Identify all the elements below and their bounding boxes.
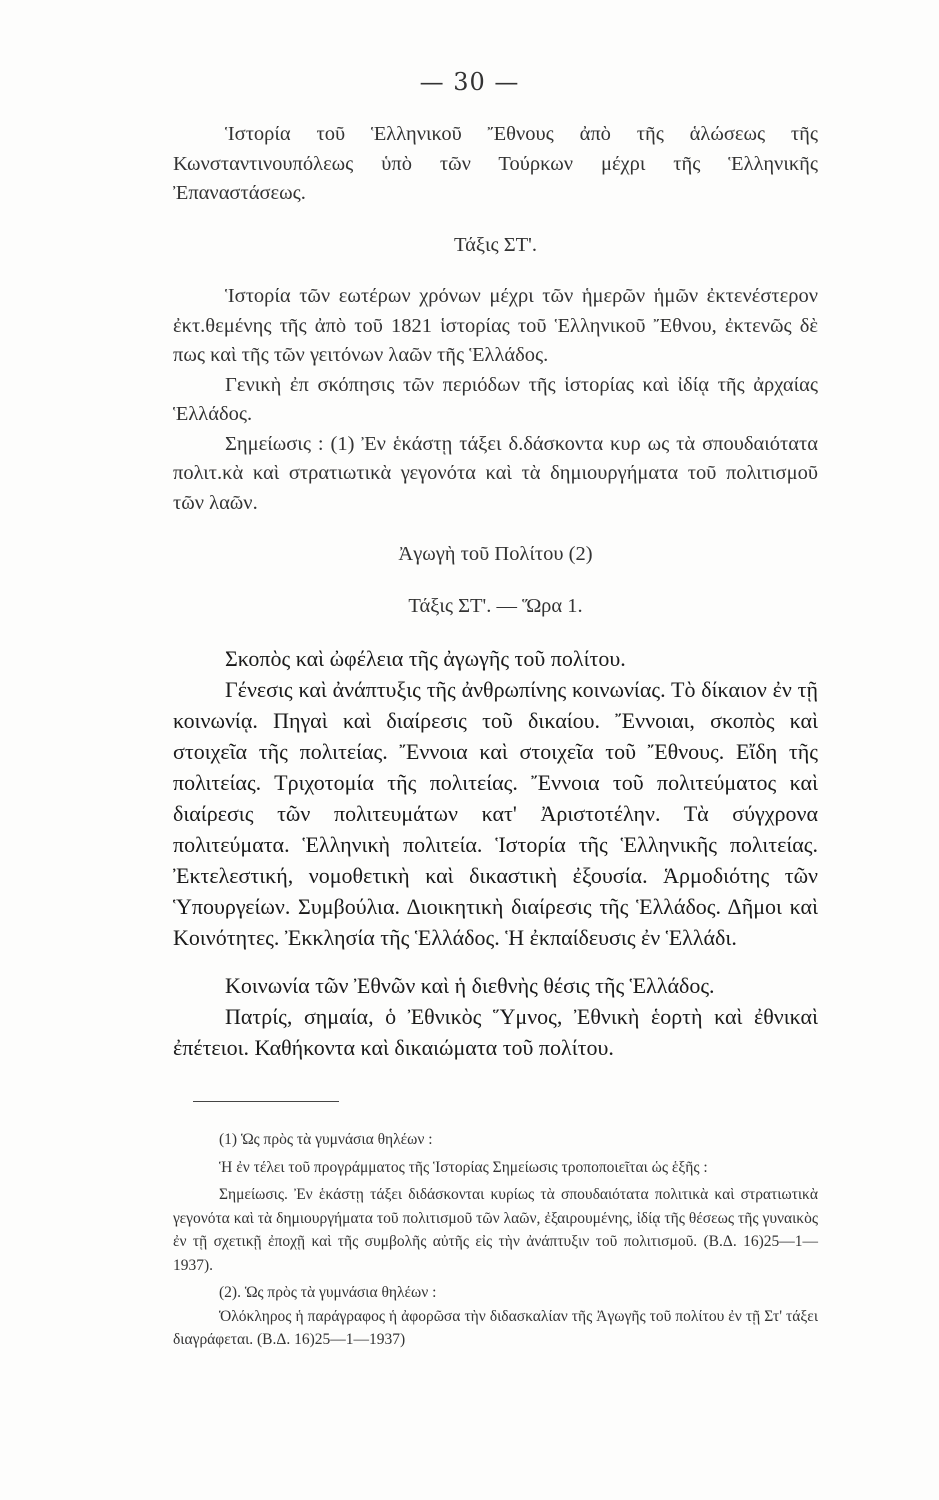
civics-heading: Ἀγωγὴ τοῦ Πολίτου (2) — [398, 543, 593, 565]
footnote-divider — [193, 1101, 339, 1102]
history-period-paragraph: Ἱστορία τοῦ Ἑλληνικοῦ Ἔθνους ἀπὸ τῆς ἁλώσεως τῆς Κωνσταντινουπόλεως ὑπὸ τῶν Τούρκων μέχρι τῆς Ἑλληνικῆς Ἐπαναστάσεως. — [173, 123, 818, 204]
civics-topics-paragraph: Γένεσις καὶ ἀνάπτυξις τῆς ἀνθρωπίνης κοινωνίας. Τὸ δίκαιον ἐν τῇ κοινωνίᾳ. Πηγαὶ καὶ διαίρεσις τοῦ δικαίου. Ἔννοιαι, σκοπὸς καὶ στοιχεῖα τῆς πολιτείας. Ἔννοια καὶ στοιχεῖα τοῦ Ἔθνους. Εἴδη τῆς πολιτείας. Τριχοτομία τῆς πολιτείας. Ἔννοια τοῦ πολιτεύματος καὶ διαίρεσις τῶν πολιτευμάτων κατ' Ἀριστοτέλην. Τὰ σύγχρονα πολιτεύματα. Ἑλληνικὴ πολιτεία. Ἱστορία τῆς Ἑλληνικῆς πολιτείας. Ἐκτελεστική, νομοθετικὴ καὶ δικαστικὴ ἐξουσία. Ἁρμοδιότης τῶν Ὑπουργείων. Συμβούλια. Διοικητικὴ διαίρεσις τῆς Ἑλλάδος. Δῆμοι καὶ Κοινότητες. Ἐκκλησία τῆς Ἑλλάδος. Ἡ ἐκπαίδευσις ἐν Ἑλλάδι. — [173, 677, 818, 950]
page-number: — 30 — — [419, 68, 520, 96]
class-hour-heading: Τάξις ΣΤ'. — Ὥρα 1. — [408, 594, 583, 617]
note-paragraph: Σημείωσις : (1) Ἐν ἑκάστῃ τάξει δ.δάσκοντα κυρ ως τὰ σπουδαιότατα πολιτ.κὰ καὶ στρατιωτικὰ γεγονότα καὶ τὰ δημιουργήματα τοῦ πολιτισμοῦ τῶν λαῶν. — [173, 432, 818, 514]
footnotes — [173, 1128, 818, 1352]
general-overview-paragraph: Γενικὴ ἐπ σκόπησις τῶν περιόδων τῆς ἱστορίας καὶ ἰδίᾳ τῆς ἀρχαίας Ἑλλάδος. — [173, 373, 818, 425]
homeland-paragraph: Πατρίς, σημαία, ὁ Ἐθνικὸς Ὕμνος, Ἐθνικὴ ἑορτὴ καὶ ἐθνικαὶ ἐπέτειοι. Καθήκοντα καὶ δικαιώματα τοῦ πολίτου. — [173, 1004, 818, 1060]
footnote-1-title: (1) Ὡς πρὸς τὰ γυμνάσια θηλέων : — [219, 1131, 433, 1148]
footnote-1-text: Ἡ ἐν τέλει τοῦ προγράμματος τῆς Ἱστορίας Σημείωσις τροποποιεῖται ὡς ἑξῆς : — [219, 1158, 708, 1176]
footnote-2-title: (2). Ὡς πρὸς τὰ γυμνάσια θηλέων : — [219, 1284, 437, 1301]
footnote-2-text: Ὁλόκληρος ἡ παράγραφος ἡ ἀφορῶσα τὴν διδασκαλίαν τῆς Ἀγωγῆς τοῦ πολίτου ἐν τῇ Στ' τάξει διαγράφεται. (Β.Δ. 16)25—1—1937) — [173, 1307, 818, 1348]
main-text — [173, 120, 818, 1063]
league-of-nations-paragraph: Κοινωνία τῶν Ἐθνῶν καὶ ἡ διεθνὴς θέσις τῆς Ἑλλάδος. — [225, 973, 715, 998]
footnote-1-note: Σημείωσις. Ἐν ἑκάστῃ τάξει διδάσκονται κυρίως τὰ σπουδαιότατα πολιτικὰ καὶ στρατιωτικὰ γεγονότα καὶ τὰ δημιουργήματα τοῦ πολιτισμοῦ τῶν λαῶν, ἐξαιρουμένης, ἰδίᾳ τῆς θέσεως τῆς γυναικὸς ἐν τῇ σχετικῇ ἐποχῇ καὶ τῆς συμβολῆς αὐτῆς εἰς τὴν ἀνάπτυξιν τοῦ πολιτισμοῦ. (Β.Δ. 16)25—1—1937). — [173, 1186, 818, 1274]
class-heading-history: Τάξις ΣΤ'. — [453, 233, 538, 256]
modern-history-paragraph: Ἱστορία τῶν εωτέρων χρόνων μέχρι τῶν ἡμερῶν ἡμῶν ἐκτενέστερον ἐκτ.θεμένης τῆς ἀπὸ τοῦ 1821 ἱστορίας τοῦ Ἑλληνικοῦ Ἔθνου, ἐκτενῶς δὲ πως καὶ τῆς τῶν γειτόνων λαῶν τῆς Ἑλλάδος. — [173, 285, 818, 366]
civics-purpose-paragraph: Σκοπὸς καὶ ὠφέλεια τῆς ἀγωγῆς τοῦ πολίτου. — [225, 646, 626, 671]
